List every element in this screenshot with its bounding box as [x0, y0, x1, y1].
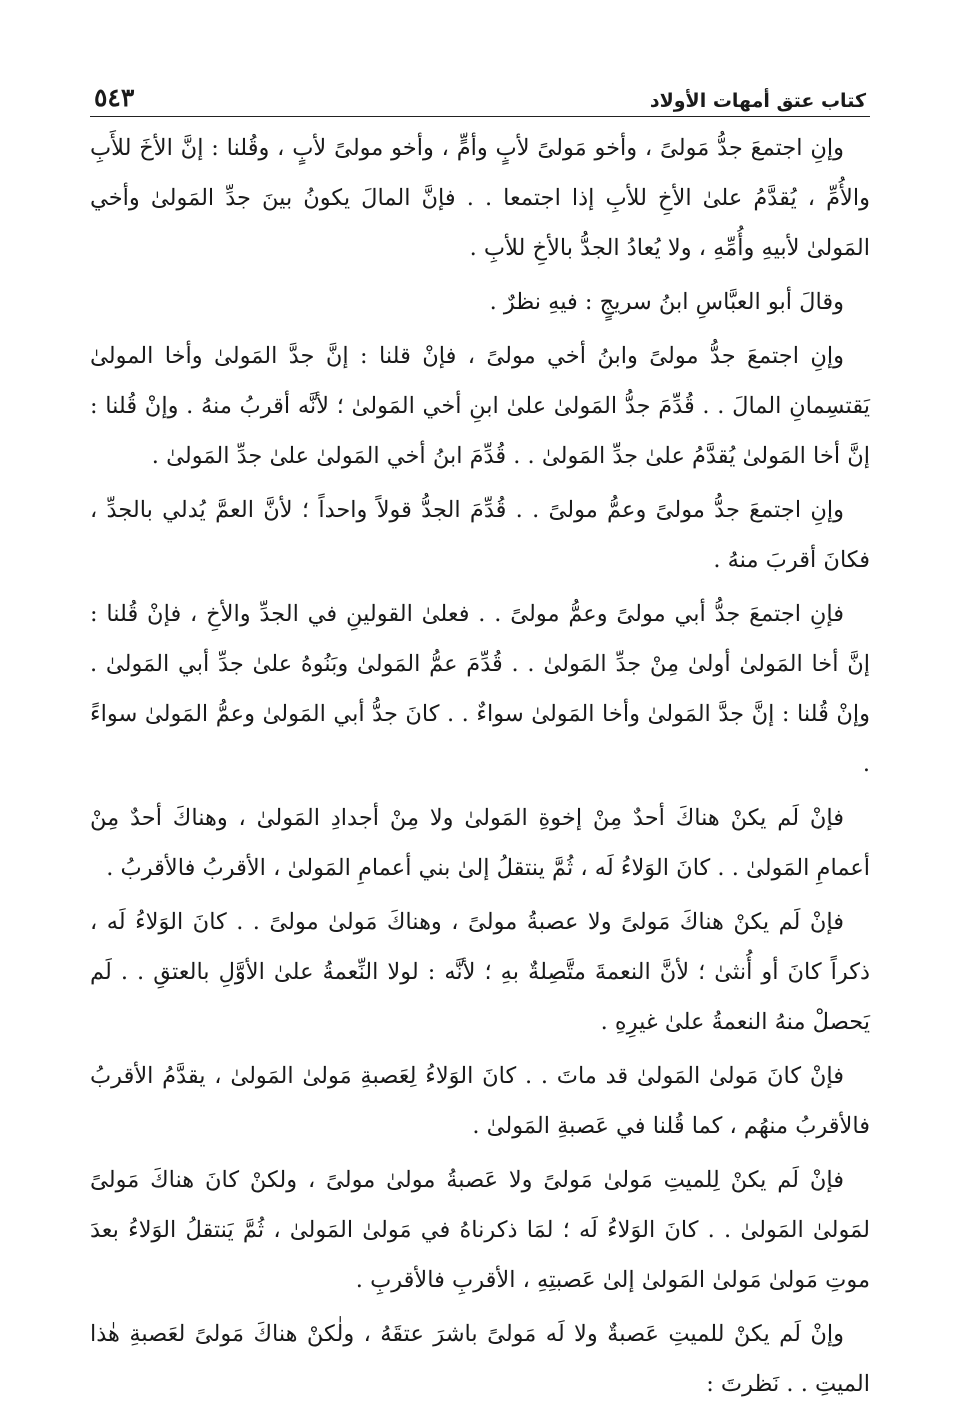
body-text	[90, 123, 870, 1413]
paragraph: فإنْ لَم يكنْ لِلميتِ مَولىٰ مَولىً ولا عَصبةُ مولىٰ مولىً ، ولكنْ كانَ هناكَ مَولىً لمَولىٰ المَولىٰ . . كانَ الوَلاءُ لَه ؛ لمَا ذكرناهُ في مَولىٰ المَولىٰ ، ثُمَّ يَنتقلُ الوَلاءُ بعدَ موتِ مَولىٰ مَولىٰ المَولىٰ إلىٰ عَصبتِهِ ، الأقربِ فالأقربِ .	[90, 1167, 870, 1293]
page-header	[90, 72, 870, 117]
paragraph: فإنِ اجتمعَ جدُّ أبي مولىً وعمُّ مولىً . . فعلىٰ القولينِ في الجدِّ والأخِ ، فإنْ قُلنا : إنَّ أخا المَولىٰ أولىٰ مِنْ جدِّ المَولىٰ . . قُدِّمَ عمُّ المَولىٰ وبَنُوهُ علىٰ جدِّ أبي المَولىٰ . وإنْ قُلنا : إنَّ جدَّ المَولىٰ وأخا المَولىٰ سواءٌ . . كانَ جدُّ أبي المَولىٰ وعمُّ المَولىٰ سواءً .	[90, 601, 870, 777]
paragraph: وإنِ اجتمعَ جدُّ مَولىً ، وأخو مَولىً لأبٍ وأمٍّ ، وأخو مولىً لأبٍ ، وقُلنا : إنَّ الأخَ للأَبِ والأُمِّ ، يُقدَّمُ علىٰ الأخِ للأبِ إذا اجتمعا . . فإنَّ المالَ يكونُ بينَ جدِّ المَولىٰ وأخي المَولىٰ لأبيهِ وأُمِّهِ ، ولا يُعادُ الجدُّ بالأخِ للأبِ .	[90, 135, 870, 261]
paragraph: وإنْ لَم يكنْ للميتِ عَصبةٌ ولا لَه مَولىً باشرَ عتقَهُ ، ولٰكنْ هناكَ مَولىً لعَصبةِ هٰذا الميتِ . . نَظرتَ :	[90, 1321, 870, 1397]
paragraph: فإنْ كانَ مَولىٰ المَولىٰ قد ماتَ . . كانَ الوَلاءُ لِعَصبةِ مَولىٰ المَولىٰ ، يقدَّمُ الأقربُ فالأقربُ منهُم ، كما قُلنا في عَصبةِ المَولىٰ .	[90, 1063, 870, 1139]
paragraph: فإنْ لَم يكنْ هناكَ مَولىً ولا عصبةُ مولىً ، وهناكَ مَولىٰ مولىً . . كانَ الوَلاءُ لَه ، ذكراً كانَ أو أُنثىٰ ؛ لأنَّ النعمةَ متَّصِلةٌ بهِ ؛ لأنَّه : لولا النِّعمةُ علىٰ الأوَّلِ بالعتقِ . . لَم يَحصلْ منهُ النعمةُ علىٰ غيرِهِ .	[90, 909, 870, 1035]
book-page	[90, 72, 870, 1413]
paragraph: وإنِ اجتمعَ جدُّ مولىً وعمُّ مولىً . . قُدِّمَ الجدُّ قولاً واحداً ؛ لأنَّ العمَّ يُدلي بالجدِّ ، فكانَ أقربَ منهُ .	[90, 497, 870, 573]
running-title: كتاب عتق أمهات الأولاد	[649, 90, 866, 112]
paragraph: وقالَ أبو العبَّاسِ ابنُ سريجٍ : فيهِ نظرٌ .	[489, 289, 844, 315]
page-number: ٥٤٣	[94, 83, 135, 112]
paragraph: وإنِ اجتمعَ جدُّ مولىً وابنُ أخي مولىً ، فإنْ قلنا : إنَّ جدَّ المَولىٰ وأخا المولىٰ يَقتسِمانِ المالَ . . قُدِّمَ جدُّ المَولىٰ علىٰ ابنِ أخي المَولىٰ ؛ لأنَّه أقربُ منهُ . وإنْ قُلنا : إنَّ أخا المَولىٰ يُقدَّمُ علىٰ جدِّ المَولىٰ . . قُدِّمَ ابنُ أخي المَولىٰ علىٰ جدِّ المَولىٰ .	[90, 343, 870, 469]
paragraph: فإنْ لَم يكنْ هناكَ أحدٌ مِنْ إخوةِ المَولىٰ ولا مِنْ أجدادِ المَولىٰ ، وهناكَ أحدٌ مِنْ أعمامِ المَولىٰ . . كانَ الوَلاءُ لَه ، ثُمَّ ينتقلُ إلىٰ بني أعمامِ المَولىٰ ، الأقربُ فالأقربُ .	[90, 805, 870, 881]
